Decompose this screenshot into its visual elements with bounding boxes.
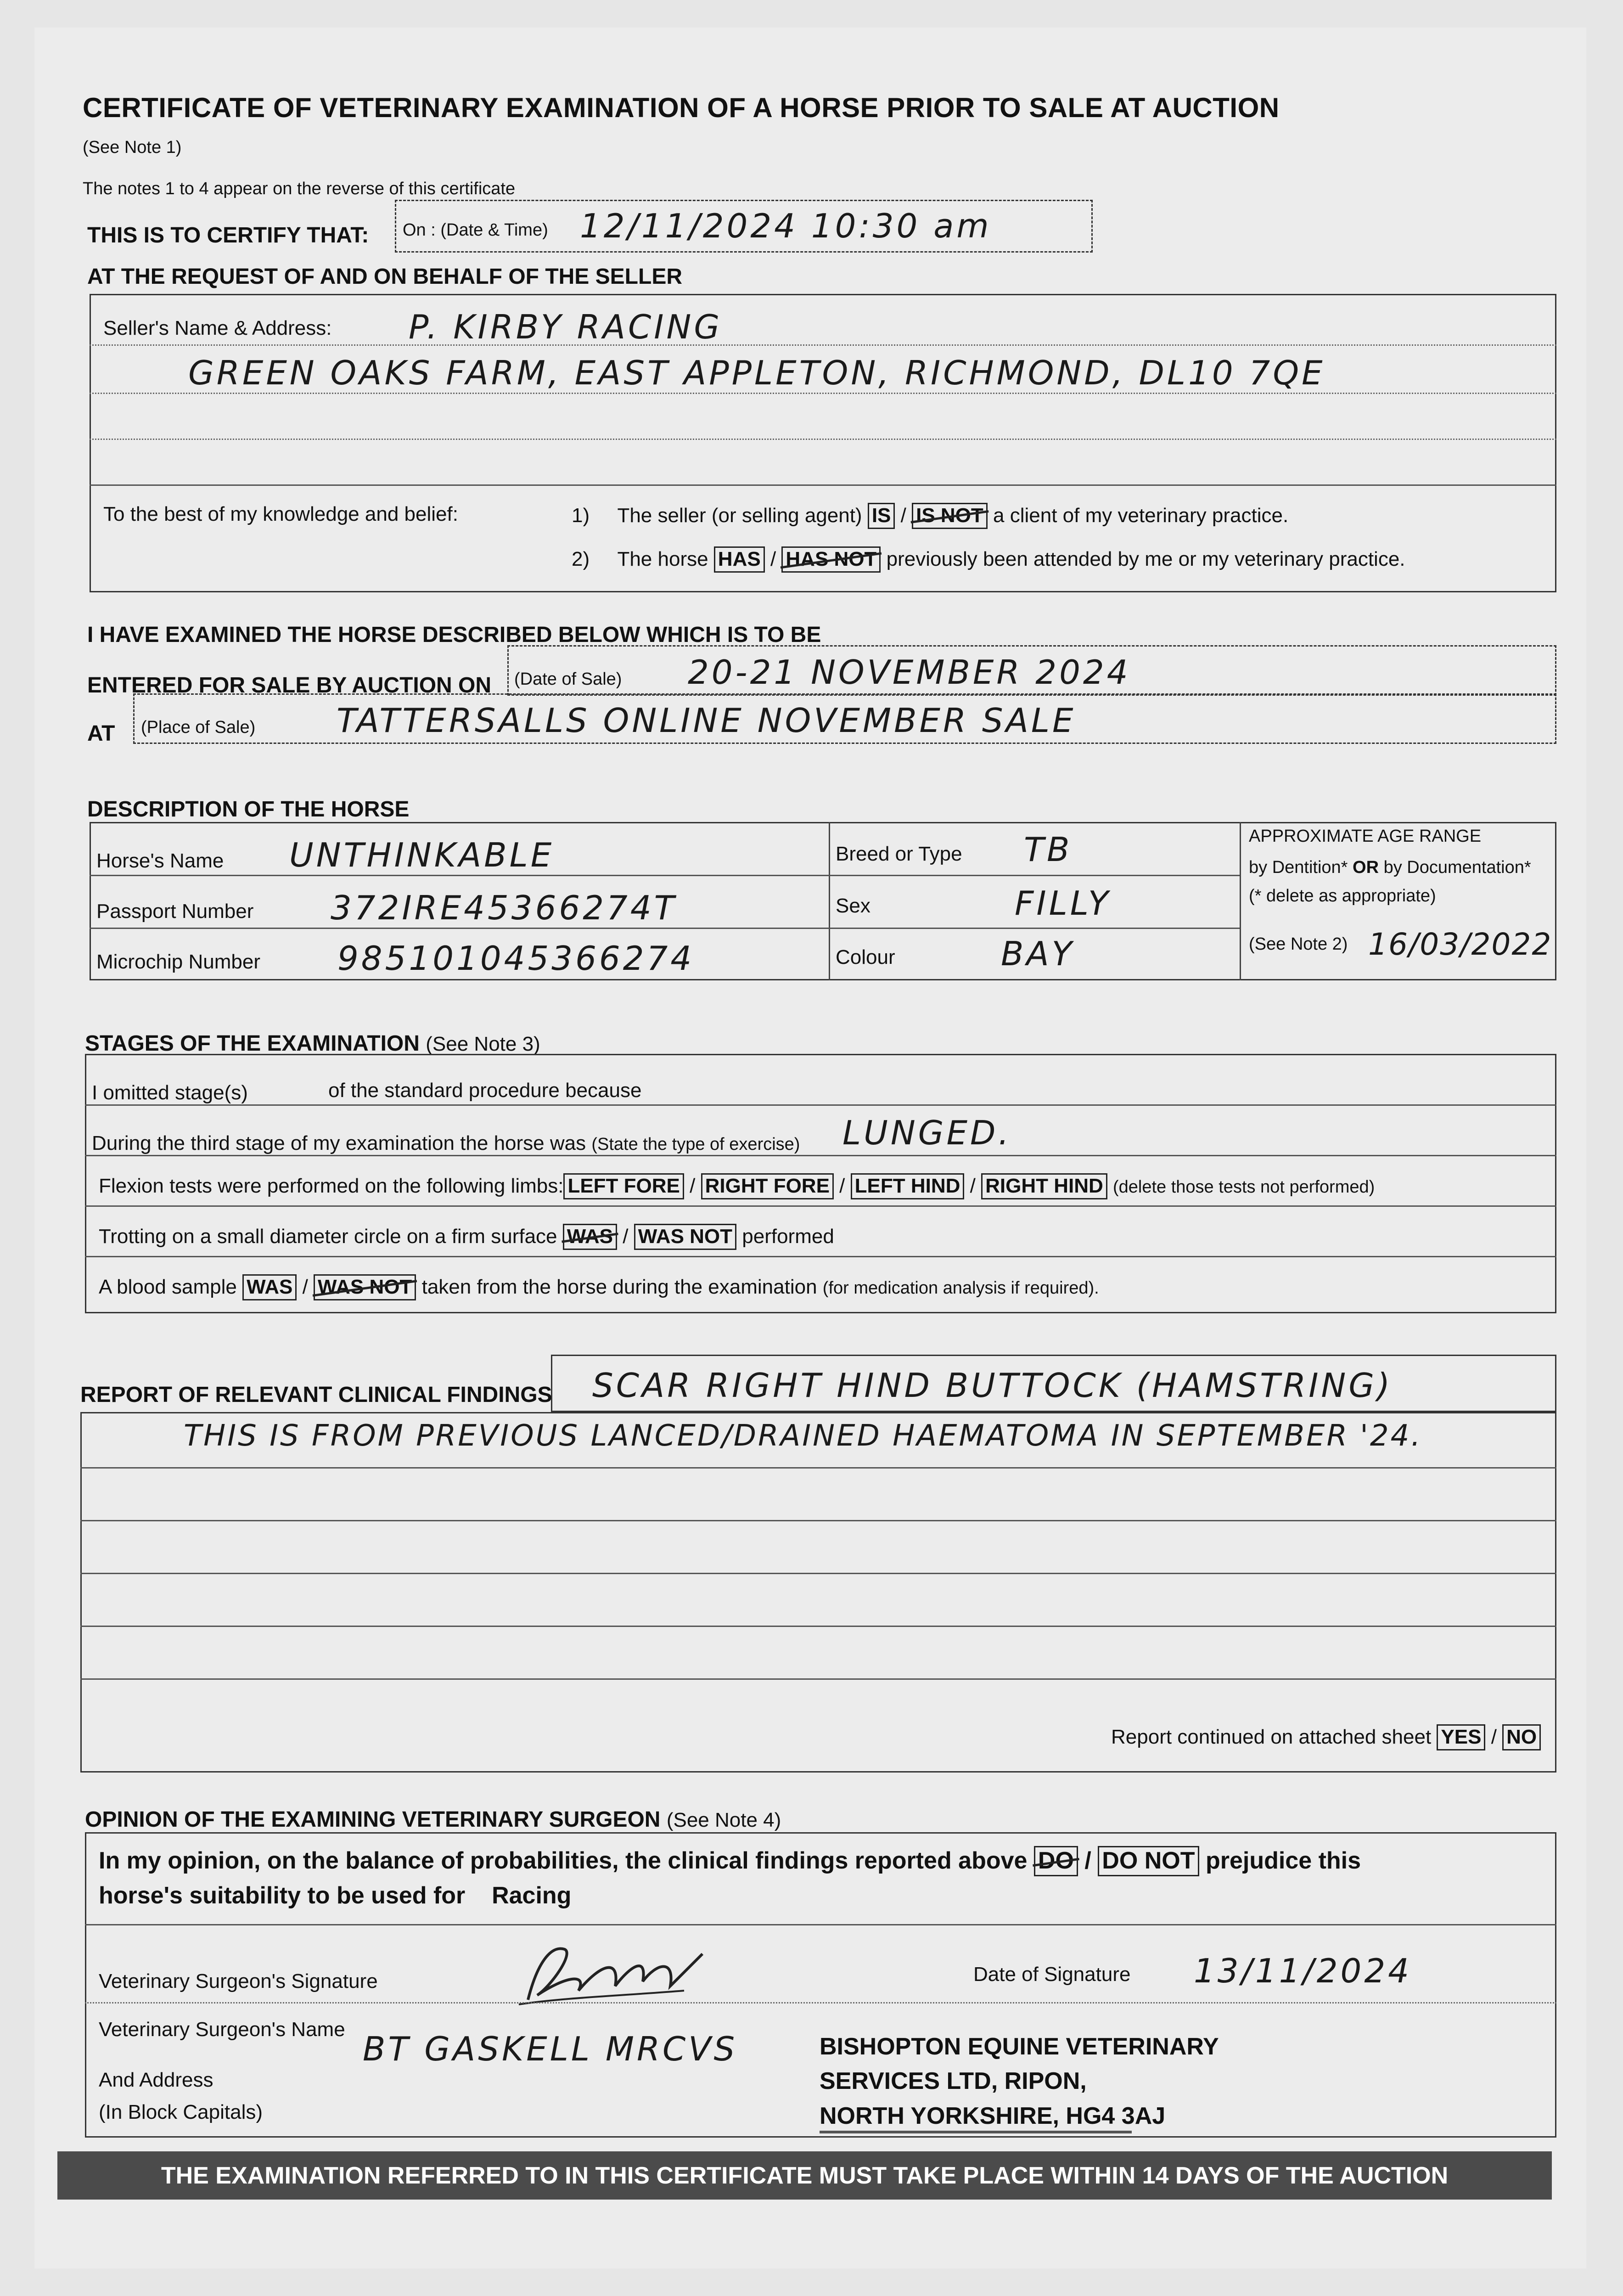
findings-line-c [80,1573,1556,1574]
opinion-line-1 [85,1924,1556,1925]
blood-row [99,1274,1099,1300]
seller-line-2 [90,393,1556,394]
findings-line-d [80,1626,1556,1627]
date-signature-value[interactable]: 13/11/2024 [1194,1952,1412,1990]
client-is-option[interactable]: IS [868,503,895,529]
horse-has-option[interactable]: HAS [714,546,765,573]
opinion-use-label: horse's suitability to be used for [99,1882,466,1909]
flexion-row [99,1173,1375,1199]
opinion-do-not-option[interactable]: DO NOT [1098,1846,1199,1876]
sale-place-field[interactable] [133,693,1556,744]
seller-name-label: Seller's Name & Address: [103,317,332,339]
client-is-not-option[interactable]: IS NOT [912,503,988,529]
continued-row [1111,1724,1541,1750]
microchip-label: Microchip Number [96,951,260,973]
sale-place-value: TATTERSALLS ONLINE NOVEMBER SALE [337,701,1076,740]
stages-line-4 [85,1256,1556,1257]
trot-was-not-option[interactable]: WAS NOT [634,1224,736,1250]
colour-value[interactable]: BAY [1001,934,1075,973]
horse-has-not-option[interactable]: HAS NOT [781,546,881,573]
client-statement [572,503,1288,529]
trot-suffix: performed [742,1225,834,1248]
age-method [1249,858,1531,878]
age-see-note: (See Note 2) [1249,934,1348,954]
opinion-use-row [99,1882,571,1909]
opinion-do-option[interactable]: DO [1034,1846,1078,1876]
opinion-text: In my opinion, on the balance of probabilities, the clinical findings reported above [99,1847,1028,1874]
datetime-label: On : (Date & Time) [403,220,548,240]
flexion-sep-2: / [839,1175,845,1197]
flexion-note: (delete those tests not performed) [1112,1177,1375,1197]
flexion-right-fore[interactable]: RIGHT FORE [701,1173,834,1199]
entered-label: ENTERED FOR SALE BY AUCTION ON [87,673,492,698]
practice-line-3: NORTH YORKSHIRE, HG4 3AJ [820,2102,1166,2129]
age-or: OR [1353,858,1379,877]
item1-separator: / [900,504,906,527]
age-heading: APPROXIMATE AGE RANGE [1249,827,1482,846]
desc-row-line-1 [90,875,1240,876]
breed-value[interactable]: TB [1024,830,1073,869]
trot-row [99,1224,834,1250]
sex-value[interactable]: FILLY [1015,884,1111,923]
horse-name-label: Horse's Name [96,850,224,872]
item1-number: 1) [572,504,590,527]
third-stage-label: During the third stage of my examination the horse was [92,1132,586,1154]
seller-divider [90,484,1556,486]
passport-label: Passport Number [96,900,254,923]
trot-separator: / [623,1225,629,1248]
item2-separator: / [770,548,776,570]
findings-line-e [80,1678,1556,1680]
blood-was-option[interactable]: WAS [242,1274,297,1300]
vet-name-label: Veterinary Surgeon's Name [99,2018,345,2041]
opinion-heading-note: (See Note 4) [666,1809,781,1831]
microchip-value[interactable]: 985101045366274 [337,939,695,978]
seller-line-3 [90,439,1556,440]
datetime-field[interactable] [395,200,1093,253]
opinion-heading [85,1807,781,1832]
sale-date-label: (Date of Sale) [514,670,622,689]
footer-banner: THE EXAMINATION REFERRED TO IN THIS CERTIFICATE MUST TAKE PLACE WITHIN 14 DAYS OF THE AUCTION [57,2151,1552,2200]
item2-suffix: previously been attended by me or my veterinary practice. [886,548,1405,570]
opinion-line-2 [85,2002,1556,2003]
opinion-use-value[interactable]: Racing [492,1882,572,1909]
blood-was-not-option[interactable]: WAS NOT [314,1274,416,1300]
date-signature-label: Date of Signature [973,1963,1131,1986]
seller-line-1 [90,344,1556,346]
continued-label: Report continued on attached sheet [1111,1726,1432,1748]
flexion-right-hind[interactable]: RIGHT HIND [981,1173,1107,1199]
signature-icon [510,1936,730,2009]
vet-name-value[interactable]: BT GASKELL MRCVS [363,2030,738,2068]
desc-row-line-2 [90,928,1240,929]
stamp-underline [820,2131,1132,2133]
vet-address-label: And Address [99,2069,213,2091]
exercise-value[interactable]: LUNGED. [842,1114,1012,1152]
continued-separator: / [1491,1726,1497,1748]
stages-heading-text: STAGES OF THE EXAMINATION [85,1031,420,1056]
item1-suffix: a client of my veterinary practice. [993,504,1289,527]
stages-heading-note: (See Note 3) [426,1033,540,1055]
age-delete-note: (* delete as appropriate) [1249,886,1436,906]
stages-line-1 [85,1104,1556,1106]
flexion-left-hind[interactable]: LEFT HIND [851,1173,965,1199]
findings-heading: REPORT OF RELEVANT CLINICAL FINDINGS [80,1383,552,1407]
sale-place-label: (Place of Sale) [141,718,256,737]
opinion-heading-text: OPINION OF THE EXAMINING VETERINARY SURGEON [85,1807,661,1832]
item2-number: 2) [572,548,590,570]
see-note-1: (See Note 1) [83,138,182,157]
opinion-text-suffix: prejudice this [1205,1847,1361,1874]
flexion-label: Flexion tests were performed on the following limbs: [99,1175,564,1197]
practice-line-1: BISHOPTON EQUINE VETERINARY [820,2033,1219,2060]
certify-label: THIS IS TO CERTIFY THAT: [87,223,369,248]
omitted-stage-label: I omitted stage(s) [92,1081,248,1104]
item1-text: The seller (or selling agent) [617,504,862,527]
continued-yes-option[interactable]: YES [1437,1724,1485,1750]
practice-line-2: SERVICES LTD, RIPON, [820,2068,1087,2095]
findings-line-2[interactable]: THIS IS FROM PREVIOUS LANCED/DRAINED HAEMATOMA IN SEPTEMBER '24. [184,1419,1422,1453]
age-value[interactable]: 16/03/2022 [1368,927,1552,962]
blood-note: (for medication analysis if required). [822,1278,1099,1298]
opinion-text-row [99,1846,1361,1876]
stages-line-2 [85,1155,1556,1156]
seller-address-value[interactable]: GREEN OAKS FARM, EAST APPLETON, RICHMOND, DL10 7QE [188,354,1325,392]
continued-no-option[interactable]: NO [1502,1724,1541,1750]
findings-line-b [80,1520,1556,1521]
third-stage-row [92,1132,800,1155]
opinion-separator: / [1084,1847,1091,1874]
passport-value[interactable]: 372IRE45366274T [331,889,677,927]
stages-line-3 [85,1205,1556,1207]
third-stage-note: (State the type of exercise) [591,1135,800,1154]
sale-date-value: 20-21 NOVEMBER 2024 [688,653,1131,692]
blood-suffix: taken from the horse during the examination [421,1276,817,1298]
notes-line: The notes 1 to 4 appear on the reverse of this certificate [83,179,516,198]
trot-was-option[interactable]: WAS [563,1224,617,1250]
block-capitals-label: (In Block Capitals) [99,2101,263,2123]
flexion-sep-3: / [970,1175,976,1197]
sex-label: Sex [836,895,870,917]
datetime-value: 12/11/2024 10:30 am [580,207,992,245]
desc-divider-1 [829,822,830,980]
attended-statement [572,546,1405,573]
blood-label: A blood sample [99,1276,237,1298]
age-by-documentation[interactable]: by Documentation* [1383,858,1531,877]
signature-label: Veterinary Surgeon's Signature [99,1970,378,1992]
flexion-left-fore[interactable]: LEFT FORE [563,1173,684,1199]
sale-date-field[interactable] [507,645,1556,696]
flexion-sep-1: / [690,1175,696,1197]
omitted-reason-label: of the standard procedure because [328,1079,642,1102]
knowledge-label: To the best of my knowledge and belief: [103,503,458,525]
stages-heading [85,1031,540,1056]
request-heading: AT THE REQUEST OF AND ON BEHALF OF THE SELLER [87,264,682,289]
blood-separator: / [302,1276,308,1298]
age-by-dentition[interactable]: by Dentition* [1249,858,1348,877]
seller-name-value[interactable]: P. KIRBY RACING [409,308,723,346]
item2-text: The horse [617,548,708,570]
colour-label: Colour [836,946,895,968]
horse-name-value[interactable]: UNTHINKABLE [289,836,555,874]
breed-label: Breed or Type [836,843,962,865]
findings-body-box [80,1412,1556,1773]
desc-divider-2 [1240,822,1241,980]
at-label: AT [87,721,115,746]
description-heading: DESCRIPTION OF THE HORSE [87,797,410,822]
certificate-title: CERTIFICATE OF VETERINARY EXAMINATION OF A HORSE PRIOR TO SALE AT AUCTION [83,92,1280,123]
signature-mark[interactable] [510,1936,730,2009]
trot-label: Trotting on a small diameter circle on a firm surface [99,1225,557,1248]
practice-stamp [820,2030,1219,2133]
findings-line-1[interactable]: SCAR RIGHT HIND BUTTOCK (HAMSTRING) [592,1366,1393,1405]
findings-line-a [80,1467,1556,1469]
examined-heading: I HAVE EXAMINED THE HORSE DESCRIBED BELOW WHICH IS TO BE [87,623,821,647]
